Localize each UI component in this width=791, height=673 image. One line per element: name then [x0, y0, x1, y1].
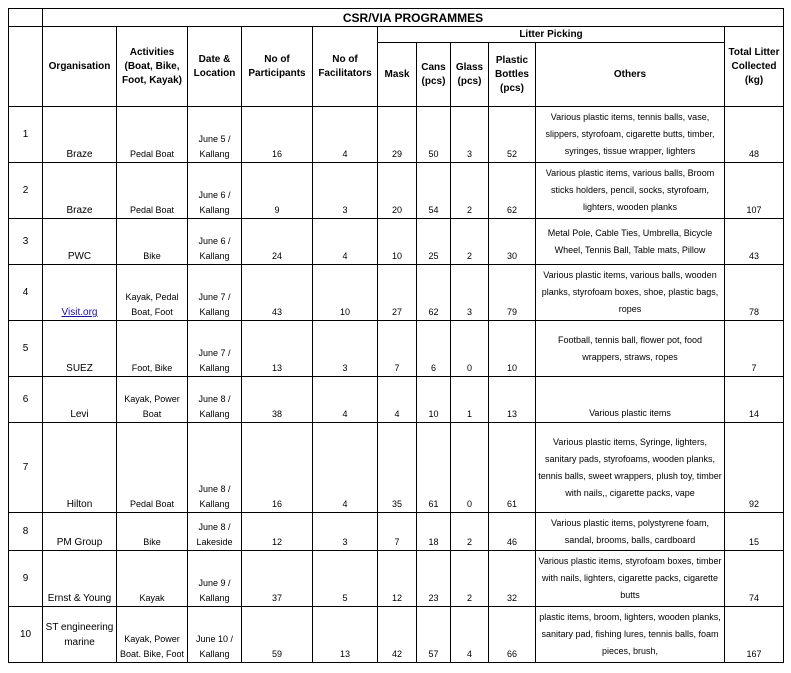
facilitators-cell: 4 — [313, 377, 378, 423]
participants-cell: 38 — [242, 377, 313, 423]
header-glass: Glass (pcs) — [451, 43, 489, 107]
header-facilitators: No of Facilitators — [313, 27, 378, 107]
facilitators-cell: 4 — [313, 423, 378, 513]
activities-cell: Pedal Boat — [117, 423, 188, 513]
total-cell: 48 — [725, 107, 784, 163]
activities-cell: Bike — [117, 513, 188, 551]
glass-cell: 1 — [451, 377, 489, 423]
facilitators-cell: 10 — [313, 265, 378, 321]
table-row — [9, 219, 784, 265]
row-number: 8 — [9, 513, 43, 551]
activities-cell: Pedal Boat — [117, 107, 188, 163]
date-location-cell: June 5 / Kallang — [188, 107, 242, 163]
others-cell: Various plastic items, styrofoam boxes, timber with nails, lighters, cigarette packs, cigarette butts — [536, 551, 725, 607]
bottles-cell: 52 — [489, 107, 536, 163]
total-cell: 14 — [725, 377, 784, 423]
activities-cell: Foot, Bike — [117, 321, 188, 377]
participants-cell: 9 — [242, 163, 313, 219]
facilitators-cell: 4 — [313, 219, 378, 265]
row-number: 3 — [9, 219, 43, 265]
glass-cell: 2 — [451, 551, 489, 607]
mask-cell: 35 — [378, 423, 417, 513]
organisation-cell: Levi — [43, 377, 117, 423]
header-no — [9, 27, 43, 107]
header-cans: Cans (pcs) — [417, 43, 451, 107]
others-cell: Various plastic items, tennis balls, vase, slippers, styrofoam, cigarette butts, timber, syringes, tissue wrapper, lighters — [536, 107, 725, 163]
corner-cell — [9, 9, 43, 27]
cans-cell: 50 — [417, 107, 451, 163]
header-date-location: Date & Location — [188, 27, 242, 107]
participants-cell: 13 — [242, 321, 313, 377]
table-row — [9, 107, 784, 163]
glass-cell: 3 — [451, 265, 489, 321]
glass-cell: 4 — [451, 607, 489, 663]
organisation-cell: Hilton — [43, 423, 117, 513]
mask-cell: 20 — [378, 163, 417, 219]
others-cell: Metal Pole, Cable Ties, Umbrella, Bicycle Wheel, Tennis Ball, Table mats, Pillow — [536, 219, 725, 265]
row-number: 7 — [9, 423, 43, 513]
row-number: 10 — [9, 607, 43, 663]
bottles-cell: 79 — [489, 265, 536, 321]
cans-cell: 62 — [417, 265, 451, 321]
activities-cell: Kayak, Pedal Boat, Foot — [117, 265, 188, 321]
total-cell: 43 — [725, 219, 784, 265]
others-cell: Various plastic items, Syringe, lighters, sanitary pads, styrofoams, wooden planks, tennis balls, sweet wrappers, plush toy, timber with nails,, cigarette packs, vape — [536, 423, 725, 513]
cans-cell: 54 — [417, 163, 451, 219]
bottles-cell: 13 — [489, 377, 536, 423]
organisation-cell: Braze — [43, 163, 117, 219]
table-row — [9, 265, 784, 321]
row-number: 6 — [9, 377, 43, 423]
row-number: 2 — [9, 163, 43, 219]
bottles-cell: 32 — [489, 551, 536, 607]
bottles-cell: 46 — [489, 513, 536, 551]
participants-cell: 24 — [242, 219, 313, 265]
mask-cell: 42 — [378, 607, 417, 663]
row-number: 1 — [9, 107, 43, 163]
table-row — [9, 321, 784, 377]
organisation-cell: Braze — [43, 107, 117, 163]
activities-cell: Kayak — [117, 551, 188, 607]
date-location-cell: June 7 / Kallang — [188, 265, 242, 321]
header-others: Others — [536, 43, 725, 107]
table-row — [9, 513, 784, 551]
facilitators-cell: 13 — [313, 607, 378, 663]
organisation-link[interactable] — [43, 265, 117, 321]
total-cell: 107 — [725, 163, 784, 219]
glass-cell: 0 — [451, 423, 489, 513]
participants-cell: 16 — [242, 107, 313, 163]
cans-cell: 6 — [417, 321, 451, 377]
date-location-cell: June 6 / Kallang — [188, 219, 242, 265]
row-number: 4 — [9, 265, 43, 321]
mask-cell: 10 — [378, 219, 417, 265]
organisation-cell: Ernst & Young — [43, 551, 117, 607]
others-cell: Various plastic items — [536, 377, 725, 423]
organisation-cell: SUEZ — [43, 321, 117, 377]
glass-cell: 3 — [451, 107, 489, 163]
total-cell: 15 — [725, 513, 784, 551]
mask-cell: 27 — [378, 265, 417, 321]
table-title: CSR/VIA PROGRAMMES — [43, 9, 784, 27]
others-cell: plastic items, broom, lighters, wooden planks, sanitary pad, fishing lures, tennis balls, foam pieces, brush, — [536, 607, 725, 663]
facilitators-cell: 3 — [313, 513, 378, 551]
glass-cell: 0 — [451, 321, 489, 377]
total-cell: 167 — [725, 607, 784, 663]
total-cell: 92 — [725, 423, 784, 513]
mask-cell: 7 — [378, 321, 417, 377]
cans-cell: 57 — [417, 607, 451, 663]
activities-cell: Pedal Boat — [117, 163, 188, 219]
activities-cell: Bike — [117, 219, 188, 265]
bottles-cell: 61 — [489, 423, 536, 513]
mask-cell: 4 — [378, 377, 417, 423]
csr-programmes-table — [8, 8, 784, 663]
total-cell: 7 — [725, 321, 784, 377]
glass-cell: 2 — [451, 513, 489, 551]
facilitators-cell: 4 — [313, 107, 378, 163]
participants-cell: 43 — [242, 265, 313, 321]
table-row — [9, 423, 784, 513]
cans-cell: 18 — [417, 513, 451, 551]
date-location-cell: June 8 / Kallang — [188, 377, 242, 423]
mask-cell: 29 — [378, 107, 417, 163]
date-location-cell: June 7 / Kallang — [188, 321, 242, 377]
date-location-cell: June 8 / Kallang — [188, 423, 242, 513]
row-number: 5 — [9, 321, 43, 377]
organisation-link-text[interactable]: Visit.org — [61, 307, 98, 318]
participants-cell: 37 — [242, 551, 313, 607]
mask-cell: 7 — [378, 513, 417, 551]
total-cell: 74 — [725, 551, 784, 607]
header-mask: Mask — [378, 43, 417, 107]
activities-cell: Kayak, Power Boat. Bike, Foot — [117, 607, 188, 663]
date-location-cell: June 10 / Kallang — [188, 607, 242, 663]
others-cell: Various plastic items, various balls, wooden planks, styrofoam boxes, shoe, plastic bags, ropes — [536, 265, 725, 321]
organisation-cell: PWC — [43, 219, 117, 265]
table-row — [9, 607, 784, 663]
header-activities: Activities (Boat, Bike, Foot, Kayak) — [117, 27, 188, 107]
cans-cell: 61 — [417, 423, 451, 513]
header-participants: No of Participants — [242, 27, 313, 107]
header-organisation: Organisation — [43, 27, 117, 107]
table-row — [9, 551, 784, 607]
participants-cell: 16 — [242, 423, 313, 513]
cans-cell: 23 — [417, 551, 451, 607]
table-row — [9, 163, 784, 219]
activities-cell: Kayak, Power Boat — [117, 377, 188, 423]
date-location-cell: June 8 / Lakeside — [188, 513, 242, 551]
cans-cell: 25 — [417, 219, 451, 265]
facilitators-cell: 5 — [313, 551, 378, 607]
others-cell: Football, tennis ball, flower pot, food wrappers, straws, ropes — [536, 321, 725, 377]
bottles-cell: 66 — [489, 607, 536, 663]
facilitators-cell: 3 — [313, 321, 378, 377]
others-cell: Various plastic items, polystyrene foam, sandal, brooms, balls, cardboard — [536, 513, 725, 551]
date-location-cell: June 6 / Kallang — [188, 163, 242, 219]
others-cell: Various plastic items, various balls, Broom sticks holders, pencil, socks, styrofoam, lighters, wooden planks — [536, 163, 725, 219]
total-cell: 78 — [725, 265, 784, 321]
organisation-cell: ST engineering marine — [43, 607, 117, 663]
cans-cell: 10 — [417, 377, 451, 423]
bottles-cell: 62 — [489, 163, 536, 219]
bottles-cell: 30 — [489, 219, 536, 265]
glass-cell: 2 — [451, 219, 489, 265]
date-location-cell: June 9 / Kallang — [188, 551, 242, 607]
organisation-cell: PM Group — [43, 513, 117, 551]
header-total: Total Litter Collected (kg) — [725, 27, 784, 107]
table-row — [9, 377, 784, 423]
header-litter-picking: Litter Picking — [378, 27, 725, 43]
participants-cell: 59 — [242, 607, 313, 663]
facilitators-cell: 3 — [313, 163, 378, 219]
glass-cell: 2 — [451, 163, 489, 219]
participants-cell: 12 — [242, 513, 313, 551]
bottles-cell: 10 — [489, 321, 536, 377]
header-plastic-bottles: Plastic Bottles (pcs) — [489, 43, 536, 107]
row-number: 9 — [9, 551, 43, 607]
mask-cell: 12 — [378, 551, 417, 607]
